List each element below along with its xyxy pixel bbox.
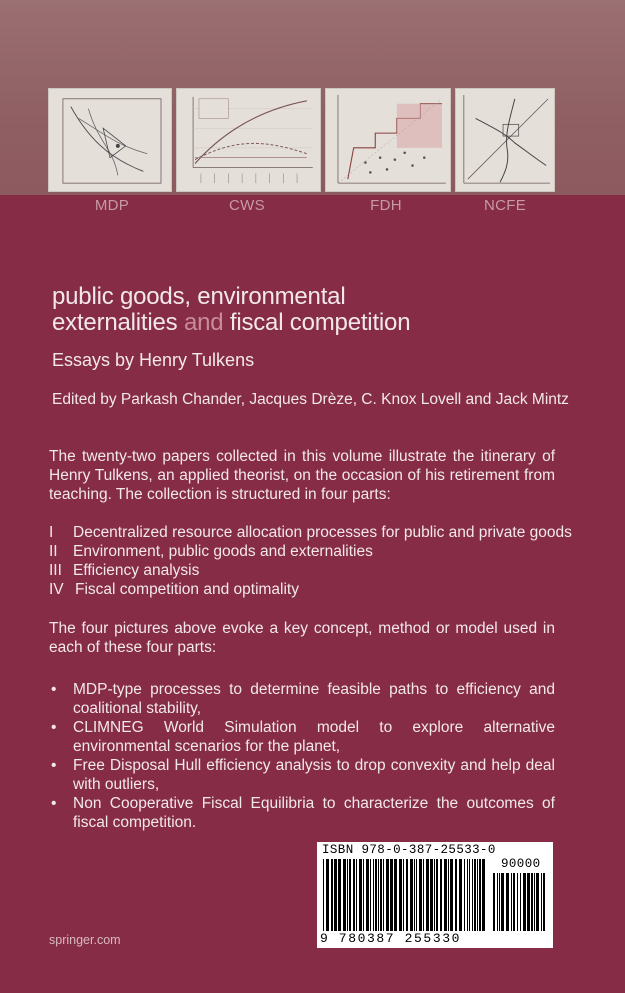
intro-paragraph: The twenty-two papers collected in this volume illustrate the itinerary of Henry Tulkens, an applied theorist, on the occasion of his retirement from teaching. The collection is structured in four parts: — [49, 448, 555, 503]
barcode-icon — [323, 859, 487, 931]
title-part-1: externalities — [52, 309, 184, 336]
mdp-diagram — [48, 88, 172, 192]
bullet-icon: • — [51, 795, 57, 812]
pic-label-mdp: MDP — [94, 197, 130, 214]
title-line-2 — [52, 310, 410, 336]
list-item: • CLIMNEG World Simulation model to explore alternative environmental scenarios for the planet, — [51, 719, 555, 755]
bullet-icon: • — [51, 681, 57, 698]
picture-strip — [48, 88, 555, 192]
bullet-list — [49, 680, 555, 832]
pic-label-cws: CWS — [229, 197, 265, 214]
title-line-1: public goods, environmental — [52, 283, 346, 310]
part-item: IV Fiscal competition and optimality — [49, 581, 299, 598]
isbn-barcode — [317, 842, 553, 948]
part-item: III Efficiency analysis — [49, 562, 200, 579]
part-item: I Decentralized resource allocation processes for public and private goods — [49, 524, 572, 541]
isbn-number: ISBN 978-0-387-25533-0 — [322, 843, 496, 857]
editors: Edited by Parkash Chander, Jacques Drèze, C. Knox Lovell and Jack Mintz — [52, 391, 569, 408]
list-item: • Non Cooperative Fiscal Equilibria to characterize the outcomes of fiscal competition. — [51, 795, 555, 831]
cws-chart — [176, 88, 321, 192]
bullet-icon: • — [51, 757, 57, 774]
publisher-website: springer.com — [49, 933, 121, 947]
fdh-chart — [325, 88, 451, 192]
ean-number: 9 780387 255330 — [320, 931, 462, 946]
list-item: • MDP-type processes to determine feasible paths to efficiency and coalitional stability, — [51, 681, 555, 717]
list-item: • Free Disposal Hull efficiency analysis to drop convexity and help deal with outliers, — [51, 757, 555, 793]
ncfe-diagram — [455, 88, 555, 192]
bullet-icon: • — [51, 719, 57, 736]
subtitle: Essays by Henry Tulkens — [52, 350, 255, 370]
pic-label-fdh: FDH — [370, 197, 402, 214]
price-code: 90000 — [501, 857, 541, 871]
title-and: and — [183, 309, 224, 336]
pic-label-ncfe: NCFE — [483, 197, 527, 214]
parts-list — [49, 523, 572, 599]
book-title — [52, 284, 410, 336]
title-part-2: fiscal competition — [223, 309, 411, 336]
part-item: II Environment, public goods and externalities — [49, 543, 373, 560]
price-barcode-icon — [493, 873, 549, 931]
pictures-intro: The four pictures above evoke a key concept, method or model used in each of these four parts: — [49, 620, 555, 656]
